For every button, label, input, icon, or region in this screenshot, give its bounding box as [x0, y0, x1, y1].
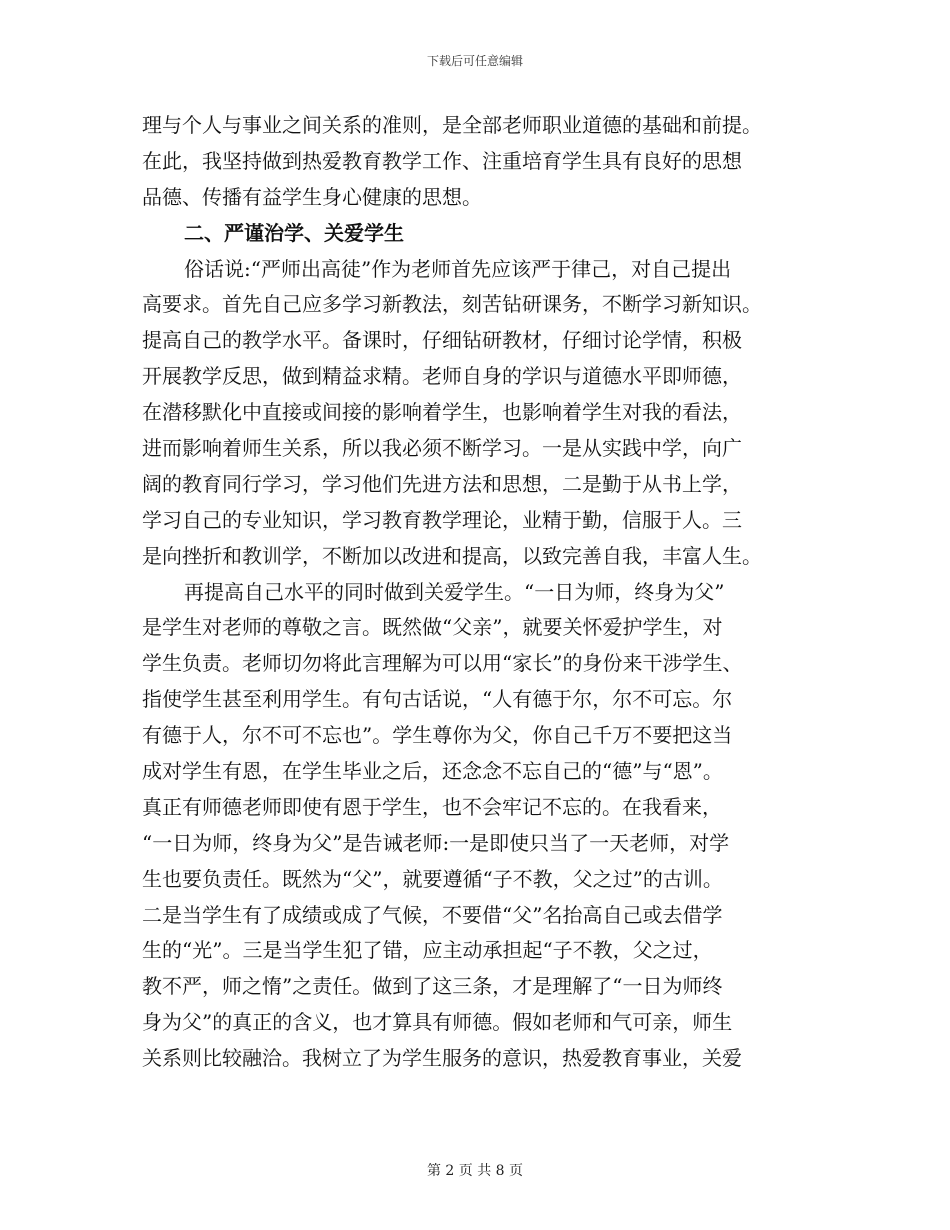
paragraph-line: 指使学生甚至利用学生。有句古话说，“人有德于尔，尔不可忘。尔 [142, 687, 733, 712]
paragraph-line: 在潜移默化中直接或间接的影响着学生，也影响着学生对我的看法， [142, 400, 742, 425]
paragraph-line: 进而影响着师生关系，所以我必须不断学习。一是从实践中学，向广 [142, 436, 742, 461]
paragraph-line: 阔的教育同行学习，学习他们先进方法和思想，二是勤于从书上学， [142, 471, 742, 496]
paragraph-line: 再提高自己水平的同时做到关爱学生。“一日为师，终身为父” [184, 579, 725, 604]
paragraph-line: 学习自己的专业知识，学习教育教学理论，业精于勤，信服于人。三 [142, 507, 742, 532]
paragraph-line: 提高自己的教学水平。备课时，仔细钻研教材，仔细讨论学情，积极 [142, 328, 742, 353]
paragraph-line: 教不严，师之惰”之责任。做到了这三条，才是理解了“一日为师终 [142, 974, 723, 999]
paragraph-line: 生也要负责任。既然为“父”，就要遵循“子不教，父之过”的古训。 [142, 866, 723, 891]
paragraph-line: 有德于人，尔不可不忘也”。学生尊你为父，你自己千万不要把这当 [142, 723, 733, 748]
paragraph-line: 成对学生有恩，在学生毕业之后，还念念不忘自己的“德”与“恩”。 [142, 759, 723, 784]
paragraph-line: 二是当学生有了成绩或成了气候，不要借“父”名抬高自己或去借学 [142, 902, 723, 927]
paragraph-line: 俗话说:“严师出高徒”作为老师首先应该严于律己，对自己提出 [184, 256, 732, 281]
paragraph-line: 是学生对老师的尊敬之言。既然做“父亲”，就要关怀爱护学生，对 [142, 615, 723, 640]
paragraph-line: 品德、传播有益学生身心健康的思想。 [142, 184, 482, 209]
paragraph-line: 开展教学反思，做到精益求精。老师自身的学识与道德水平即师德， [142, 364, 742, 389]
paragraph-line: “一日为师，终身为父”是告诫老师:一是即使只当了一天老师，对学 [142, 830, 730, 855]
paragraph-line: 身为父”的真正的含义，也才算具有师德。假如老师和气可亲，师生 [142, 1010, 733, 1035]
paragraph-line: 学生负责。老师切勿将此言理解为可以用“家长”的身份来干涉学生、 [142, 651, 743, 676]
paragraph-line: 关系则比较融洽。我树立了为学生服务的意识，热爱教育事业，关爱 [142, 1046, 742, 1071]
document-body [142, 108, 812, 1077]
paragraph-line: 理与个人与事业之间关系的准则，是全部老师职业道德的基础和前提。 [142, 113, 762, 137]
page-number-footer: 第 2 页 共 8 页 [426, 1163, 524, 1179]
paragraph-line: 在此，我坚持做到热爱教育教学工作、注重培育学生具有良好的思想 [142, 148, 742, 173]
paragraph-line: 是向挫折和教训学，不断加以改进和提高，以致完善自我，丰富人生。 [142, 543, 762, 568]
section-heading: 二、严谨治学、关爱学生 [184, 220, 404, 245]
paragraph-line: 真正有师德老师即使有恩于学生，也不会牢记不忘的。在我看来， [142, 794, 722, 819]
page-header: 下载后可任意编辑 [426, 54, 523, 68]
paragraph-line: 生的“光”。三是当学生犯了错，应主动承担起“子不教，父之过， [142, 938, 713, 963]
paragraph-line: 高要求。首先自己应多学习新教法，刻苦钻研课务，不断学习新知识。 [142, 292, 762, 317]
